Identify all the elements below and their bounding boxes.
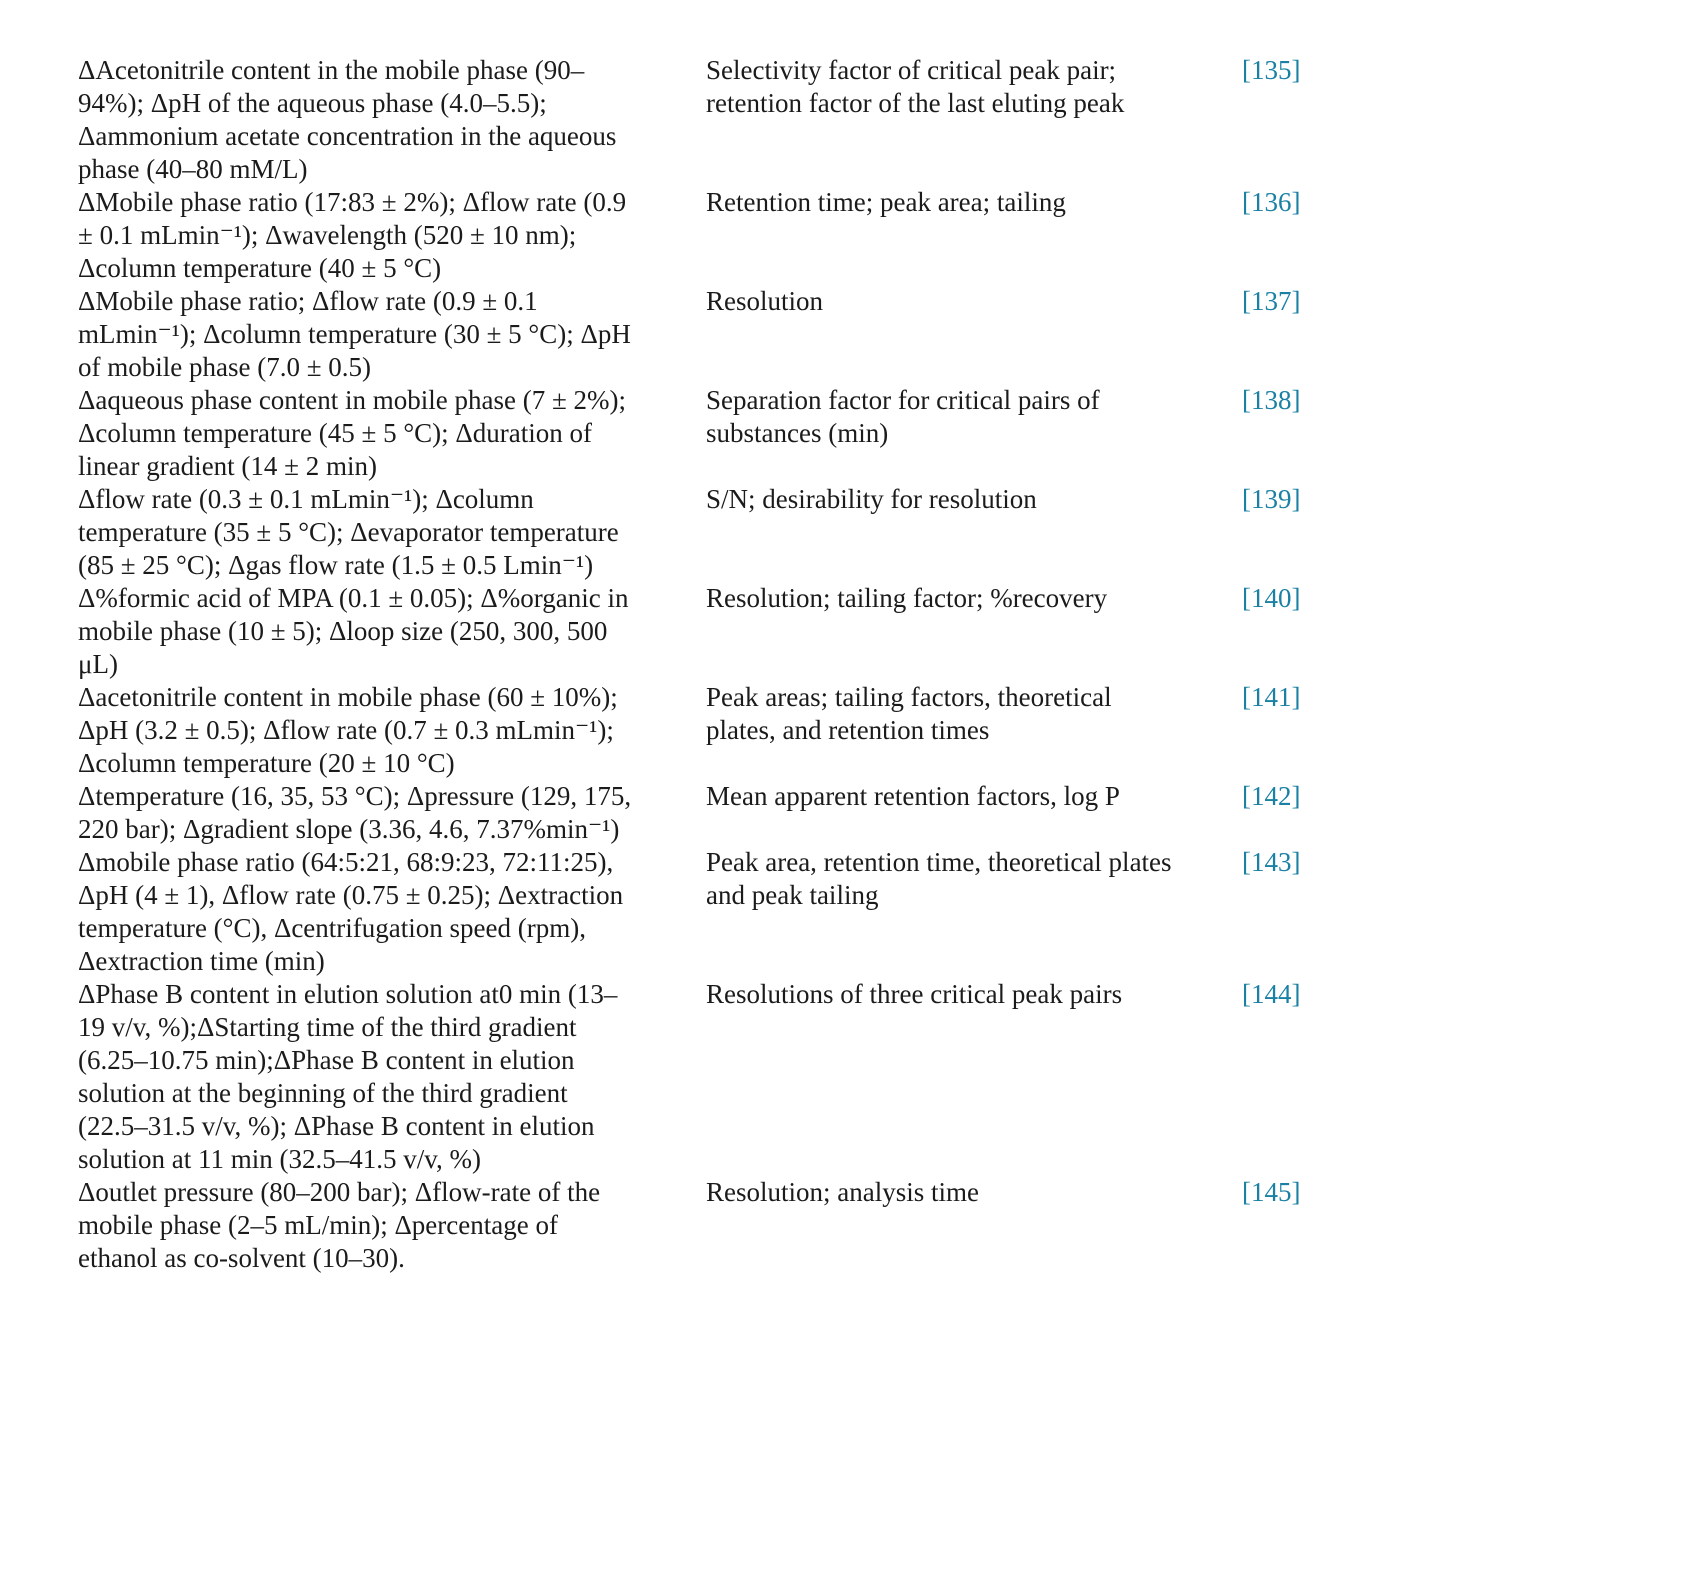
responses-cell: Resolution; tailing factor; %recovery — [706, 583, 1108, 613]
reference-cell — [1242, 483, 1382, 516]
table-row — [78, 780, 1701, 846]
table-row — [78, 54, 1701, 186]
reference-link[interactable]: [139] — [1242, 484, 1301, 514]
reference-cell — [1242, 384, 1382, 417]
reference-link[interactable]: [135] — [1242, 55, 1301, 85]
factors-cell: ΔPhase B content in elution solution at0 min (13–19 v/v, %);ΔStarting time of the third gradient (6.25–10.75 min);ΔPhase B content in elution solution at the beginning of the third gradient (22.5–31.5 v/v, %); ΔPhase B content in elution solution at 11 min (32.5–41.5 v/v, %) — [78, 979, 618, 1174]
table-row — [78, 582, 1701, 681]
responses-cell: Resolutions of three critical peak pairs — [706, 979, 1123, 1009]
reference-cell — [1242, 780, 1382, 813]
reference-link[interactable]: [137] — [1242, 286, 1301, 316]
responses-cell: S/N; desirability for resolution — [706, 484, 1037, 514]
responses-cell: Resolution; analysis time — [706, 1177, 979, 1207]
reference-link[interactable]: [142] — [1242, 781, 1301, 811]
reference-link[interactable]: [136] — [1242, 187, 1301, 217]
reference-cell — [1242, 978, 1382, 1011]
factors-cell: Δ%formic acid of MPA (0.1 ± 0.05); Δ%organic in mobile phase (10 ± 5); Δloop size (250, 300, 500 μL) — [78, 583, 629, 679]
table-row — [78, 384, 1701, 483]
reference-cell — [1242, 846, 1382, 879]
responses-cell: Retention time; peak area; tailing — [706, 187, 1066, 217]
table-row — [78, 186, 1701, 285]
factors-cell: ΔAcetonitrile content in the mobile phase (90–94%); ΔpH of the aqueous phase (4.0–5.5); Δammonium acetate concentration in the aqueous phase (40–80 mM/L) — [78, 55, 617, 184]
reference-link[interactable]: [143] — [1242, 847, 1301, 877]
factors-cell: ΔMobile phase ratio; Δflow rate (0.9 ± 0.1 mLmin⁻¹); Δcolumn temperature (30 ± 5 °C); ΔpH of mobile phase (7.0 ± 0.5) — [78, 286, 631, 382]
table-row — [78, 1176, 1701, 1275]
reference-cell — [1242, 186, 1382, 219]
factors-cell: Δflow rate (0.3 ± 0.1 mLmin⁻¹); Δcolumn temperature (35 ± 5 °C); Δevaporator temperature (85 ± 25 °C); Δgas flow rate (1.5 ± 0.5 Lmin⁻¹) — [78, 484, 619, 580]
responses-cell: Mean apparent retention factors, log P — [706, 781, 1120, 811]
factors-responses-table — [78, 54, 1701, 1275]
factors-cell: Δacetonitrile content in mobile phase (60 ± 10%); ΔpH (3.2 ± 0.5); Δflow rate (0.7 ± 0.3 mLmin⁻¹); Δcolumn temperature (20 ± 10 °C) — [78, 682, 618, 778]
reference-cell — [1242, 681, 1382, 714]
table-row — [78, 978, 1701, 1176]
reference-link[interactable]: [141] — [1242, 682, 1301, 712]
responses-cell: Peak area, retention time, theoretical plates and peak tailing — [706, 847, 1172, 910]
responses-cell: Peak areas; tailing factors, theoretical plates, and retention times — [706, 682, 1112, 745]
reference-cell — [1242, 1176, 1382, 1209]
factors-cell: Δmobile phase ratio (64:5:21, 68:9:23, 72:11:25), ΔpH (4 ± 1), Δflow rate (0.75 ± 0.25); Δextraction temperature (°C), Δcentrifugation speed (rpm), Δextraction time (min) — [78, 847, 624, 976]
responses-cell: Selectivity factor of critical peak pair; retention factor of the last eluting peak — [706, 55, 1125, 118]
responses-cell: Separation factor for critical pairs of substances (min) — [706, 385, 1100, 448]
reference-link[interactable]: [145] — [1242, 1177, 1301, 1207]
reference-cell — [1242, 285, 1382, 318]
factors-cell: Δoutlet pressure (80–200 bar); Δflow-rate of the mobile phase (2–5 mL/min); Δpercentage of ethanol as co-solvent (10–30). — [78, 1177, 601, 1273]
reference-link[interactable]: [140] — [1242, 583, 1301, 613]
table-row — [78, 483, 1701, 582]
factors-cell: ΔMobile phase ratio (17:83 ± 2%); Δflow rate (0.9 ± 0.1 mLmin⁻¹); Δwavelength (520 ± 10 nm); Δcolumn temperature (40 ± 5 °C) — [78, 187, 627, 283]
reference-link[interactable]: [144] — [1242, 979, 1301, 1009]
factors-cell: Δaqueous phase content in mobile phase (7 ± 2%); Δcolumn temperature (45 ± 5 °C); Δduration of linear gradient (14 ± 2 min) — [78, 385, 627, 481]
table-row — [78, 681, 1701, 780]
reference-cell — [1242, 54, 1382, 87]
reference-link[interactable]: [138] — [1242, 385, 1301, 415]
table-row — [78, 285, 1701, 384]
table-row — [78, 846, 1701, 978]
factors-cell: Δtemperature (16, 35, 53 °C); Δpressure (129, 175, 220 bar); Δgradient slope (3.36, 4.6, 7.37%min⁻¹) — [78, 781, 632, 844]
reference-cell — [1242, 582, 1382, 615]
responses-cell: Resolution — [706, 286, 824, 316]
